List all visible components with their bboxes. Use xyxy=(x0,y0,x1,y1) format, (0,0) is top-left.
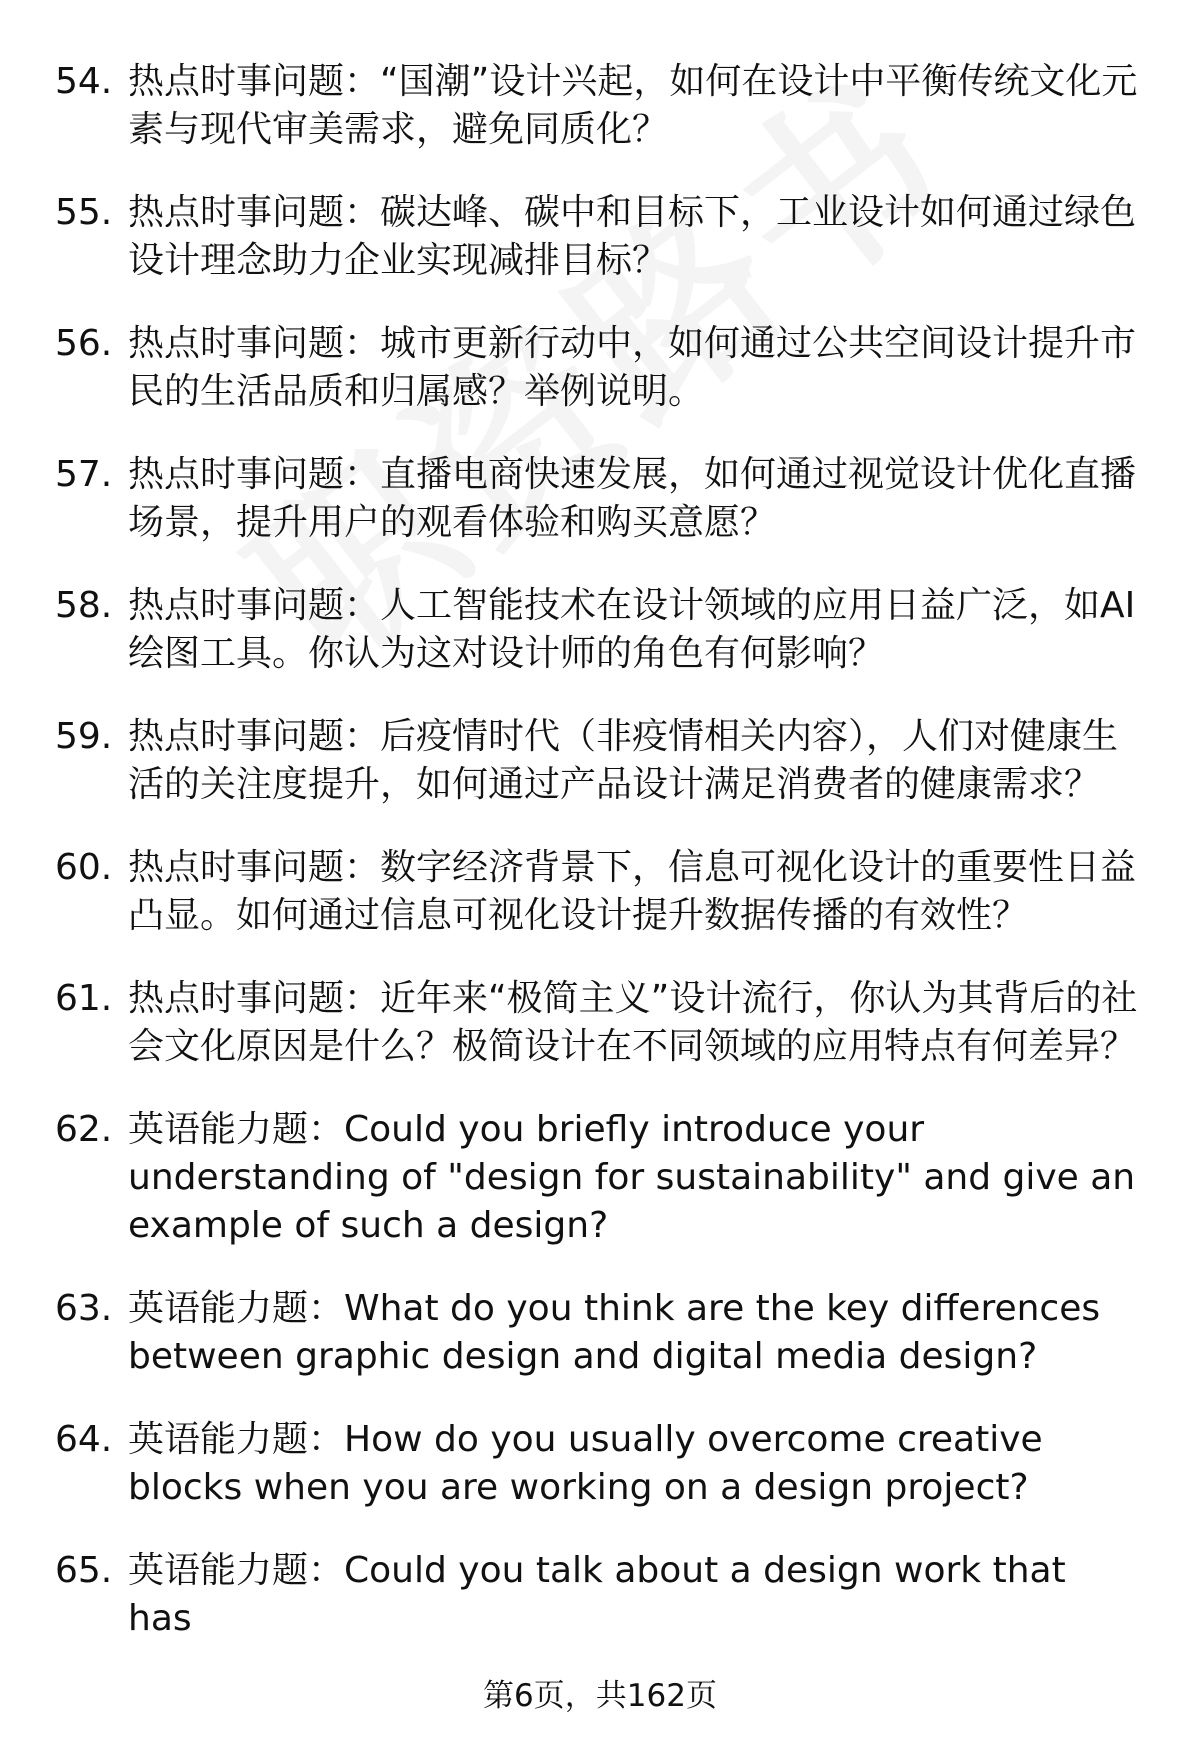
question-number: 62. xyxy=(55,1109,113,1150)
question-text: 人工智能技术在设计领域的应用日益广泛，如AI绘图工具。你认为这对设计师的角色有何影响？ xyxy=(128,585,1136,674)
question-text: 近年来“极简主义”设计流行，你认为其背后的社会文化原因是什么？极简设计在不同领域的应用特点有何差异？ xyxy=(128,978,1138,1067)
question-category: 热点时事问题： xyxy=(128,585,381,626)
question-number: 56. xyxy=(55,323,113,364)
question-number: 57. xyxy=(55,454,113,495)
question-text: 直播电商快速发展，如何通过视觉设计优化直播场景，提升用户的观看体验和购买意愿？ xyxy=(128,454,1137,543)
question-number: 64. xyxy=(55,1419,113,1460)
question-text: Could you briefly introduce your understanding of "design for sustainability" and give an example of such a design? xyxy=(128,1109,1136,1246)
question-item xyxy=(0,1416,1200,1512)
question-category: 英语能力题： xyxy=(128,1288,345,1329)
question-item xyxy=(0,189,1200,285)
question-item xyxy=(0,320,1200,416)
question-category: 热点时事问题： xyxy=(128,978,381,1019)
page-footer xyxy=(0,1676,1200,1716)
question-text: Could you talk about a design work that has xyxy=(128,1550,1066,1639)
question-number: 61. xyxy=(55,978,113,1019)
question-number: 63. xyxy=(55,1288,113,1329)
question-text: What do you think are the key differences between graphic design and digital media design? xyxy=(128,1288,1101,1377)
question-category: 英语能力题： xyxy=(128,1109,345,1150)
question-category: 热点时事问题： xyxy=(128,61,381,102)
question-number: 59. xyxy=(55,716,113,757)
question-text: 数字经济背景下，信息可视化设计的重要性日益凸显。如何通过信息可视化设计提升数据传播的有效性？ xyxy=(128,847,1137,936)
question-text: 后疫情时代（非疫情相关内容），人们对健康生活的关注度提升，如何通过产品设计满足消费者的健康需求？ xyxy=(128,716,1119,805)
question-text: How do you usually overcome creative blocks when you are working on a design project? xyxy=(128,1419,1043,1508)
question-text: 碳达峰、碳中和目标下，工业设计如何通过绿色设计理念助力企业实现减排目标？ xyxy=(128,192,1137,281)
question-category: 热点时事问题： xyxy=(128,323,381,364)
question-category: 热点时事问题： xyxy=(128,192,381,233)
page-number-label: 第6页，共162页 xyxy=(483,1678,717,1714)
question-item xyxy=(0,582,1200,678)
question-item xyxy=(0,713,1200,809)
question-list xyxy=(0,58,1200,1678)
question-number: 58. xyxy=(55,585,113,626)
question-item xyxy=(0,58,1200,154)
question-number: 55. xyxy=(55,192,113,233)
question-number: 60. xyxy=(55,847,113,888)
question-item xyxy=(0,844,1200,940)
question-category: 英语能力题： xyxy=(128,1550,345,1591)
question-category: 热点时事问题： xyxy=(128,847,381,888)
question-category: 英语能力题： xyxy=(128,1419,345,1460)
question-text: 城市更新行动中，如何通过公共空间设计提升市民的生活品质和归属感？举例说明。 xyxy=(128,323,1137,412)
question-item xyxy=(0,1285,1200,1381)
question-text: “国潮”设计兴起，如何在设计中平衡传统文化元素与现代审美需求，避免同质化？ xyxy=(128,61,1138,150)
question-item xyxy=(0,1547,1200,1643)
question-category: 热点时事问题： xyxy=(128,716,381,757)
question-number: 54. xyxy=(55,61,113,102)
question-item xyxy=(0,1106,1200,1250)
question-item xyxy=(0,975,1200,1071)
question-item xyxy=(0,451,1200,547)
question-category: 热点时事问题： xyxy=(128,454,381,495)
question-number: 65. xyxy=(55,1550,113,1591)
